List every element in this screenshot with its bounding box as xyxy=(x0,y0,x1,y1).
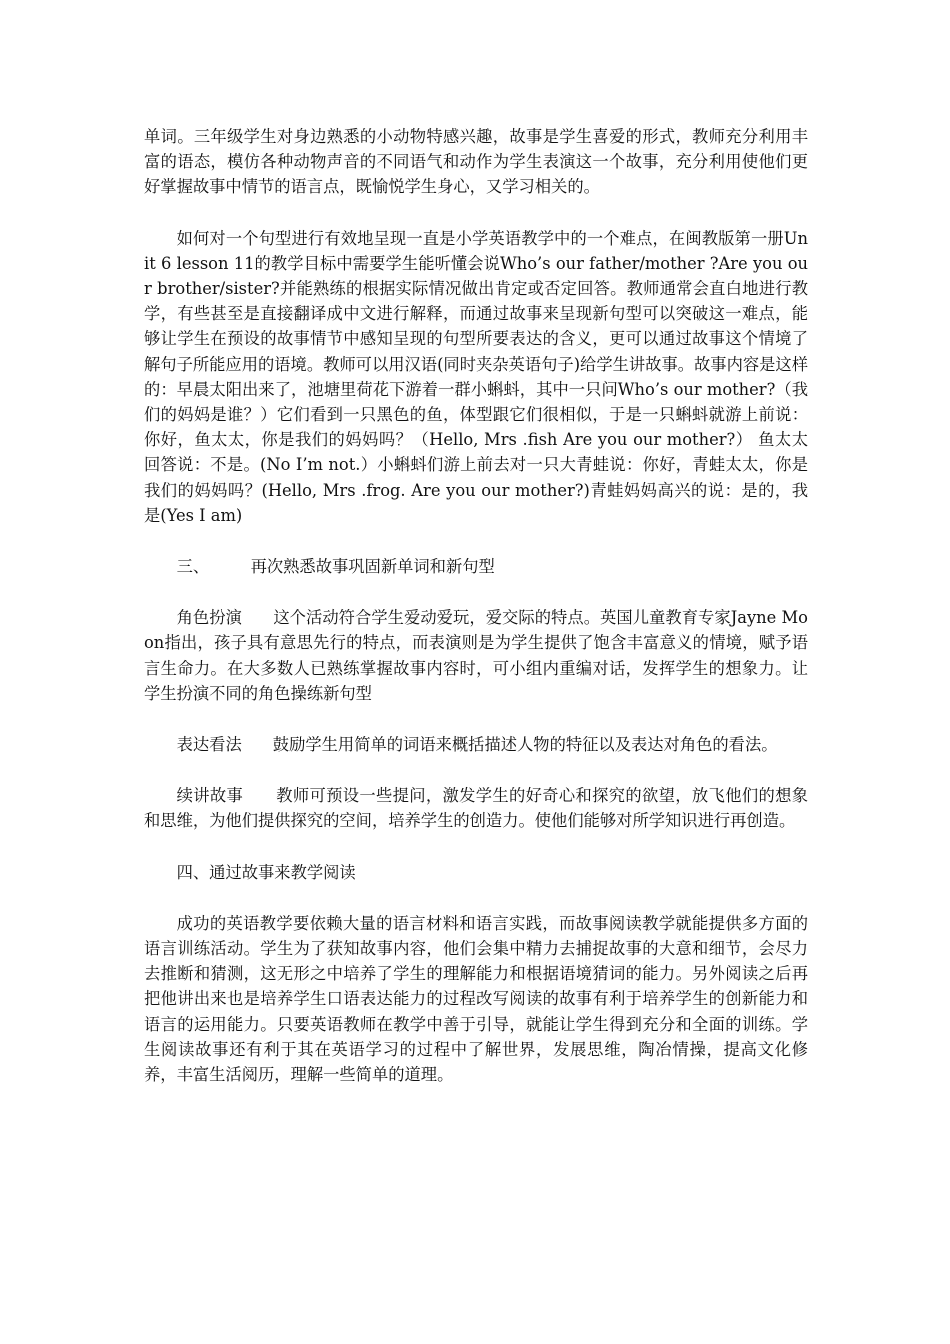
paragraph-reading: 成功的英语教学要依赖大量的语言材料和语言实践，而故事阅读教学就能提供多方面的语言训练活动。学生为了获知故事内容，他们会集中精力去捕捉故事的大意和细节，会尽力去推断和猜测，这无形之中培养了学生的理解能力和根据语境猜词的能力。另外阅读之后再把他讲出来也是培养学生口语表达能力的过程改写阅读的故事有利于培养学生的创新能力和语言的运用能力。只要英语教师在教学中善于引导，就能让学生得到充分和全面的训练。学生阅读故事还有利于其在英语学习的过程中了解世界，发展思维，陶冶情操，提高文化修养，丰富生活阅历，理解一些简单的道理。 xyxy=(144,913,808,1085)
section-heading-3 xyxy=(144,554,808,579)
paragraph-continue-story xyxy=(144,783,808,833)
activity-text: 鼓励学生用简单的词语来概括描述人物的特征以及表达对角色的看法。 xyxy=(272,735,778,755)
activity-text: 教师可预设一些提问，激发学生的好奇心和探究的欲望，放飞他们的想象和思维，为他们提供探究的空间，培养学生的创造力。使他们能够对所学知识进行再创造。 xyxy=(144,786,808,831)
activity-gap xyxy=(242,608,273,627)
activity-title: 续讲故事 xyxy=(176,786,244,806)
section-heading-4: 四、通过故事来教学阅读 xyxy=(176,862,356,882)
document-body xyxy=(144,124,808,1113)
activity-title: 表达看法 xyxy=(176,735,242,755)
section-gap xyxy=(209,557,250,576)
section-title: 再次熟悉故事巩固新单词和新句型 xyxy=(250,557,495,577)
paragraph-sentence-pattern: 如何对一个句型进行有效地呈现一直是小学英语教学中的一个难点，在闽教版第一册Unit 6 lesson 11的教学目标中需要学生能听懂会说Who’s our father/mother ?Are you our brother/sister?并能熟练的根据实际情况做出肯定或否定回答。教师通常会直白地进行教学，有些甚至是直接翻译成中文进行解释，而通过故事来呈现新句型可以突破这一难点，能够让学生在预设的故事情节中感知呈现的句型所要表达的含义，更可以通过故事这个情境了解句子所能应用的语境。教师可以用汉语(同时夹杂英语句子)给学生讲故事。故事内容是这样的：早晨太阳出来了，池塘里荷花下游着一群小蝌蚪，其中一只问Who’s our mother?（我们的妈妈是谁？）它们看到一只黑色的鱼，体型跟它们很相似，于是一只蝌蚪就游上前说：你好，鱼太太，你是我们的妈妈吗？（Hello, Mrs .fish Are you our mother?） 鱼太太回答说：不是。(No I’m not.）小蝌蚪们游上前去对一只大青蛙说：你好，青蛙太太，你是我们的妈妈吗？(Hello, Mrs .frog. Are you our mother?)青蛙妈妈高兴的说：是的，我是(Yes I am) xyxy=(144,228,808,525)
paragraph-express-opinion xyxy=(144,732,808,757)
activity-text: 这个活动符合学生爱动爱玩，爱交际的特点。英国儿童教育专家Jayne Moon指出，孩子具有意思先行的特点，而表演则是为学生提供了饱含丰富意义的情境，赋予语言生命力。在大多数人已熟练掌握故事内容时，可小组内重编对话，发挥学生的想象力。让学生扮演不同的角色操练新句型 xyxy=(144,608,808,703)
activity-title: 角色扮演 xyxy=(176,608,242,628)
paragraph-role-play xyxy=(144,605,808,706)
paragraph-intro-continued: 单词。三年级学生对身边熟悉的小动物特感兴趣，故事是学生喜爱的形式，教师充分利用丰富的语态，模仿各种动物声音的不同语气和动作为学生表演这一个故事，充分利用使他们更好掌握故事中情节的语言点，既愉悦学生身心，又学习相关的。 xyxy=(144,127,808,197)
activity-gap xyxy=(242,735,273,754)
activity-gap xyxy=(243,786,276,805)
section-number: 三、 xyxy=(176,557,210,577)
